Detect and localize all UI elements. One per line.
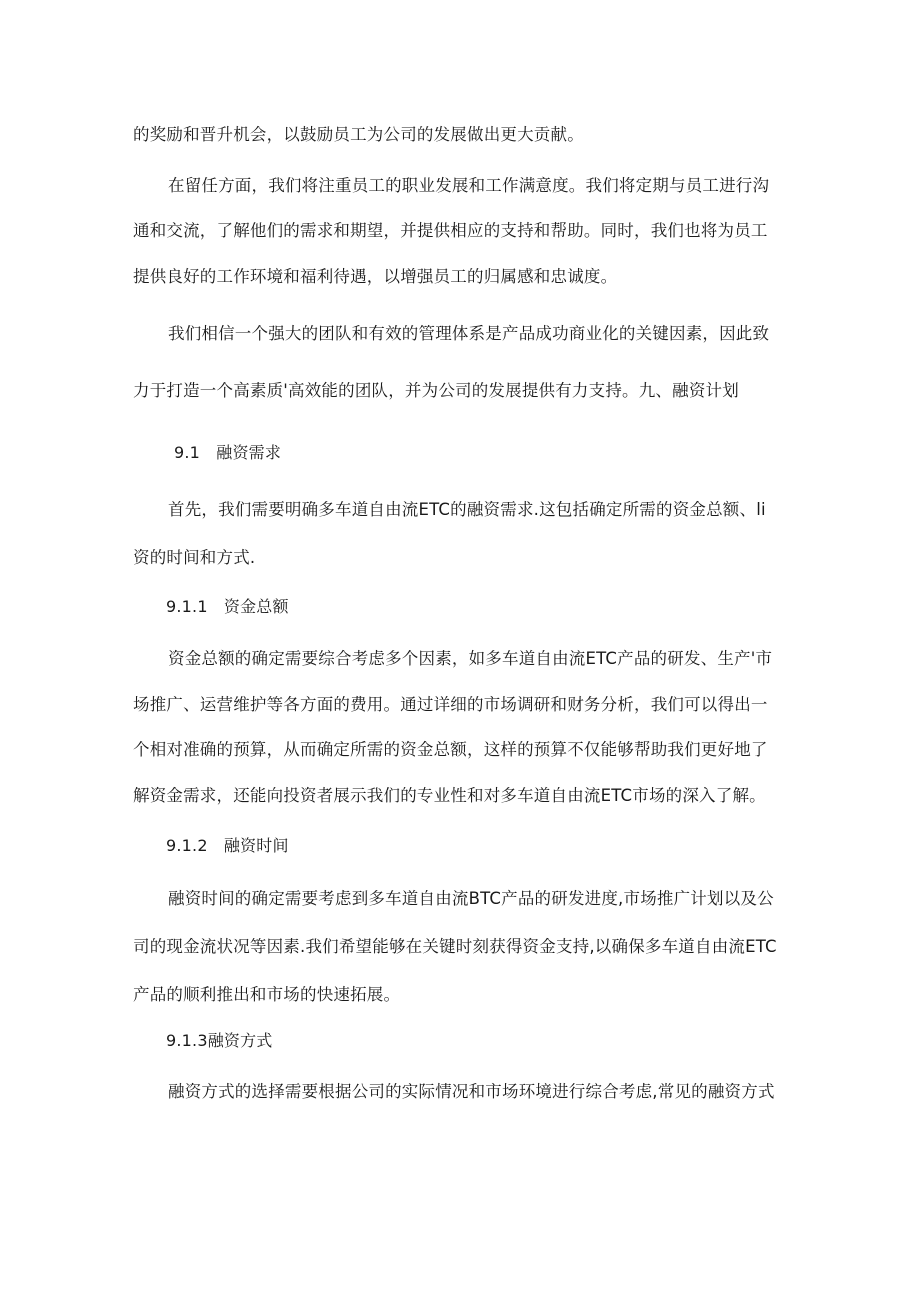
- paragraph-line: 我们相信一个强大的团队和有效的管理体系是产品成功商业化的关键因素，因此致: [168, 324, 770, 343]
- paragraph-line: 司的现金流状况等因素.我们希望能够在关键时刻获得资金支持,以确保多车道自由流ETC: [133, 937, 777, 956]
- paragraph-line: 解资金需求，还能向投资者展示我们的专业性和对多车道自由流ETC市场的深入了解。: [133, 786, 766, 805]
- paragraph-line: 首先，我们需要明确多车道自由流ETC的融资需求.这包括确定所需的资金总额、li: [168, 500, 766, 519]
- paragraph-line: 通和交流，了解他们的需求和期望，并提供相应的支持和帮助。同时，我们也将为员工: [133, 221, 768, 240]
- paragraph-line: 个相对准确的预算，从而确定所需的资金总额，这样的预算不仅能够帮助我们更好地了: [133, 740, 768, 759]
- paragraph-line: 的奖励和晋升机会，以鼓励员工为公司的发展做出更大贡献。: [133, 125, 584, 144]
- section-heading-9-1-1: 9.1.1 资金总额: [166, 597, 289, 616]
- section-heading-9-1-2: 9.1.2 融资时间: [166, 836, 289, 855]
- paragraph-line: 在留任方面，我们将注重员工的职业发展和工作满意度。我们将定期与员工进行沟: [168, 176, 770, 195]
- paragraph-line: 场推广、运营维护等各方面的费用。通过详细的市场调研和财务分析，我们可以得出一: [133, 695, 768, 714]
- section-heading-9-1: 9.1 融资需求: [174, 443, 282, 462]
- paragraph-line: 融资方式的选择需要根据公司的实际情况和市场环境进行综合考虑,常见的融资方式: [168, 1082, 775, 1101]
- paragraph-line: 提供良好的工作环境和福利待遇，以增强员工的归属感和忠诚度。: [133, 267, 618, 286]
- paragraph-line: 资的时间和方式.: [133, 548, 256, 567]
- paragraph-line: 力于打造一个高素质'高效能的团队，并为公司的发展提供有力支持。九、融资计划: [133, 381, 739, 400]
- section-heading-9-1-3: 9.1.3融资方式: [166, 1031, 273, 1050]
- paragraph-line: 融资时间的确定需要考虑到多车道自由流BTC产品的研发进度,市场推广计划以及公: [168, 889, 774, 908]
- paragraph-line: 产品的顺利推出和市场的快速拓展。: [133, 985, 401, 1004]
- paragraph-line: 资金总额的确定需要综合考虑多个因素，如多车道自由流ETC产品的研发、生产'市: [168, 649, 773, 668]
